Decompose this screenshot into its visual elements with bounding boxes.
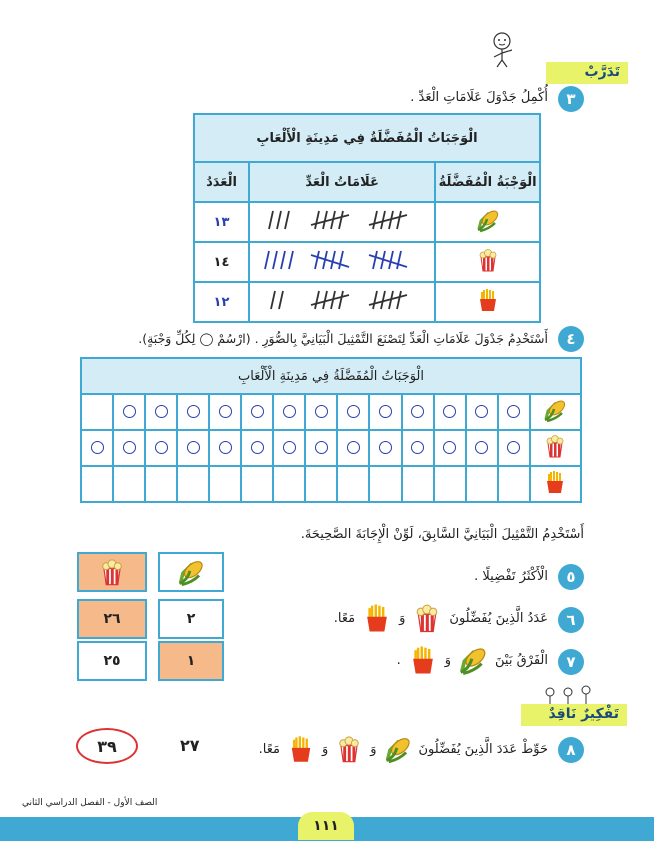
picture-graph-cell[interactable] <box>145 430 177 466</box>
question-6-number: ٦ <box>558 607 584 633</box>
tally-row-corn-count[interactable]: ١٣ <box>194 202 249 242</box>
picture-graph-cell[interactable] <box>498 394 530 430</box>
col-count-header: الْعَدَدُ <box>194 162 249 202</box>
q7-text-b: وَ <box>444 652 452 668</box>
tally-row-corn-food <box>435 202 540 242</box>
picture-graph-cell[interactable] <box>113 466 145 502</box>
q8-text-c: وَ <box>321 741 329 757</box>
tally-row-popcorn-food <box>435 242 540 282</box>
picture-graph-cell[interactable] <box>241 430 273 466</box>
drawn-circle <box>251 441 264 454</box>
picture-graph-cell[interactable] <box>337 430 369 466</box>
tally-row-fries-marks <box>249 282 435 322</box>
picture-graph-row <box>81 394 581 430</box>
q7-option-left[interactable]: ٢٥ <box>77 641 147 681</box>
drawn-circle <box>507 441 520 454</box>
picture-graph-cell[interactable] <box>434 430 466 466</box>
mascot-icon <box>482 30 522 68</box>
drawn-circle <box>347 405 360 418</box>
page-number: ١١١ <box>298 812 354 840</box>
picture-graph-cell[interactable] <box>241 466 273 502</box>
fries-icon <box>407 644 439 676</box>
thinking-kids-icon <box>540 684 600 706</box>
picture-graph-cell[interactable] <box>466 394 498 430</box>
question-4-number: ٤ <box>558 326 584 352</box>
picture-graph-cell[interactable] <box>177 430 209 466</box>
q7-text-a: الْفَرْقُ بَيْنَ <box>495 652 548 668</box>
critical-thinking-banner: تَفْكِيرٌ نَاقِدٌ <box>521 704 627 726</box>
drawn-circle <box>155 441 168 454</box>
fries-icon <box>542 469 568 495</box>
picture-graph-cell[interactable] <box>498 430 530 466</box>
tally-row-corn-marks <box>249 202 435 242</box>
picture-graph-cell[interactable] <box>305 430 337 466</box>
picture-graph-cell[interactable] <box>113 394 145 430</box>
popcorn-icon <box>97 557 127 587</box>
picture-graph-row <box>81 430 581 466</box>
picture-graph-cell[interactable] <box>466 466 498 502</box>
q7-option-right[interactable]: ١ <box>158 641 224 681</box>
tally-row-popcorn-count: ١٤ <box>194 242 249 282</box>
picture-graph-cell[interactable] <box>434 394 466 430</box>
picture-graph-cell[interactable] <box>369 394 401 430</box>
drawn-circle <box>187 405 200 418</box>
drawn-circle <box>283 405 296 418</box>
train-banner: تَدَرَّبْ <box>546 62 628 84</box>
tally-table-title: الْوَجَبَاتُ الْمُفَضَّلَةُ فِي مَدِينَةِ الْأَلْعَابِ <box>194 114 540 162</box>
q6-option-left[interactable]: ٢٦ <box>77 599 147 639</box>
col-tally-header: عَلَامَاتُ الْعَدِّ <box>249 162 435 202</box>
corn-icon <box>542 397 568 423</box>
popcorn-icon <box>475 247 501 273</box>
drawn-circle <box>475 405 488 418</box>
picture-graph-cell[interactable] <box>369 430 401 466</box>
picture-graph-row <box>81 466 581 502</box>
tally-marks-13 <box>257 205 427 235</box>
question-6-text <box>334 601 548 635</box>
picture-graph-cell[interactable] <box>209 394 241 430</box>
picture-graph <box>80 357 582 503</box>
question-4-text: أَسْتَخْدِمُ جَدْوَلَ عَلَامَاتِ الْعَدِّ لِتَصْنَعَ التَّمْثِيلَ الْبَيَانِيَّ بِالصُّوَرِ . (ارْسُمْ ◯ لِكُلِّ وَجْبَةٍ). <box>138 331 548 346</box>
drawn-circle <box>219 441 232 454</box>
corn-icon <box>475 207 501 233</box>
picture-graph-cell[interactable] <box>145 466 177 502</box>
fries-icon <box>361 602 393 634</box>
picture-graph-cell[interactable] <box>369 466 401 502</box>
picture-graph-cell[interactable] <box>209 466 241 502</box>
picture-graph-cell[interactable] <box>273 466 305 502</box>
drawn-circle <box>379 405 392 418</box>
tally-row-fries-count[interactable]: ١٢ <box>194 282 249 322</box>
q8-text-d: مَعًا. <box>258 741 280 757</box>
q5-option-corn[interactable] <box>158 552 224 592</box>
question-3-number: ٣ <box>558 86 584 112</box>
popcorn-icon <box>542 433 568 459</box>
picture-graph-cell[interactable] <box>305 394 337 430</box>
drawn-circle <box>251 405 264 418</box>
q6-text-a: عَدَدُ الَّذِينَ يُفَضِّلُونَ <box>449 610 548 626</box>
drawn-circle <box>315 405 328 418</box>
instruction-text: أَسْتَخْدِمُ التَّمْثِيلَ الْبَيَانِيَّ السَّابِقَ، لَوِّنْ الْإِجَابَةَ الصَّحِيحَةَ. <box>300 527 584 542</box>
picture-graph-cell[interactable] <box>273 394 305 430</box>
q8-text-b: وَ <box>370 741 377 757</box>
drawn-circle <box>475 441 488 454</box>
picture-graph-cell[interactable] <box>337 394 369 430</box>
col-meal-header: الْوَجْبَةُ الْمُفَضَّلَةُ <box>435 162 540 202</box>
drawn-circle <box>123 405 136 418</box>
picture-graph-cell[interactable] <box>177 466 209 502</box>
drawn-circle <box>443 405 456 418</box>
picture-graph-cell[interactable] <box>81 466 113 502</box>
picture-graph-cell[interactable] <box>305 466 337 502</box>
picture-graph-food-cell <box>530 430 581 466</box>
picture-graph-cell[interactable] <box>241 394 273 430</box>
question-7-number: ٧ <box>558 649 584 675</box>
picture-graph-food-cell <box>530 394 581 430</box>
corn-icon <box>176 557 206 587</box>
picture-graph-cell[interactable] <box>145 394 177 430</box>
corn-icon <box>383 734 413 764</box>
drawn-circle <box>283 441 296 454</box>
q7-text-c: . <box>396 652 401 668</box>
tally-marks-12 <box>257 285 427 315</box>
fries-icon <box>475 287 501 313</box>
q6-text-b: وَ <box>399 610 406 626</box>
question-7-text <box>397 643 548 677</box>
corn-icon <box>457 644 489 676</box>
picture-graph-cell[interactable] <box>113 430 145 466</box>
q8-option-circled[interactable]: ٣٩ <box>76 728 138 764</box>
drawn-circle <box>315 441 328 454</box>
picture-graph-cell[interactable] <box>466 430 498 466</box>
fries-icon <box>286 734 316 764</box>
q5-option-popcorn[interactable] <box>77 552 147 592</box>
picture-graph-cell[interactable] <box>402 394 434 430</box>
tally-row-fries-food <box>435 282 540 322</box>
tally-marks-14 <box>257 245 427 275</box>
picture-graph-cell[interactable] <box>81 394 113 430</box>
drawn-circle <box>443 441 456 454</box>
question-8-number: ٨ <box>558 737 584 763</box>
question-5-number: ٥ <box>558 564 584 590</box>
drawn-circle <box>379 441 392 454</box>
drawn-circle <box>411 441 424 454</box>
drawn-circle <box>155 405 168 418</box>
drawn-circle <box>507 405 520 418</box>
popcorn-icon <box>334 734 364 764</box>
picture-graph-title: الْوَجَبَاتُ الْمُفَضَّلَةُ فِي مَدِينَةِ الْأَلْعَابِ <box>81 358 581 394</box>
drawn-circle <box>91 441 104 454</box>
picture-graph-cell[interactable] <box>402 466 434 502</box>
tally-row-popcorn-marks[interactable] <box>249 242 435 282</box>
q6-option-right[interactable]: ٢ <box>158 599 224 639</box>
question-5-text: الْأَكْثَرُ تَفْضِيلًا . <box>474 569 548 584</box>
question-3-text: أُكْمِلُ جَدْوَلَ عَلَامَاتِ الْعَدِّ . <box>410 90 548 105</box>
drawn-circle <box>187 441 200 454</box>
picture-graph-cell[interactable] <box>402 430 434 466</box>
drawn-circle <box>411 405 424 418</box>
footer-caption: الصف الأول - الفصل الدراسي الثاني <box>22 798 158 808</box>
picture-graph-food-cell <box>530 466 581 502</box>
question-8-text <box>259 732 548 766</box>
picture-graph-cell[interactable] <box>81 430 113 466</box>
q8-option-other[interactable]: ٢٧ <box>180 736 200 755</box>
q6-text-c: مَعًا. <box>333 610 356 626</box>
drawn-circle <box>219 405 232 418</box>
picture-graph-cell[interactable] <box>177 394 209 430</box>
q8-text-a: حَوِّطْ عَدَدَ الَّذِينَ يُفَضِّلُونَ <box>418 741 548 757</box>
picture-graph-cell[interactable] <box>498 466 530 502</box>
picture-graph-cell[interactable] <box>273 430 305 466</box>
picture-graph-cell[interactable] <box>209 430 241 466</box>
picture-graph-cell[interactable] <box>434 466 466 502</box>
popcorn-icon <box>411 602 443 634</box>
drawn-circle <box>347 441 360 454</box>
tally-table <box>193 113 541 323</box>
picture-graph-cell[interactable] <box>337 466 369 502</box>
drawn-circle <box>123 441 136 454</box>
